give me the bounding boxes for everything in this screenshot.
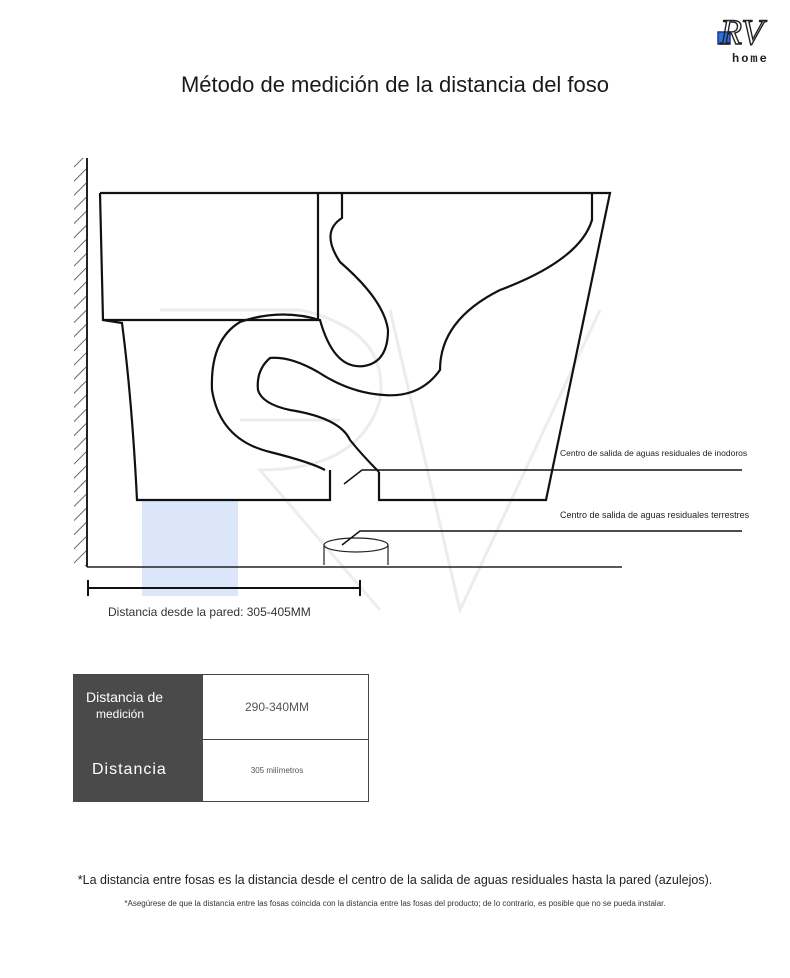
- row-header-measurement: [74, 675, 203, 739]
- note-main: *La distancia entre fosas es la distancia desde el centro de la salida de aguas residuales hasta la pared (azulejos).: [77, 873, 713, 887]
- row-header-line2: medición: [96, 707, 145, 721]
- measurement-table: [73, 674, 369, 802]
- callout-toilet-outlet: Centro de salida de aguas residuales de inodoros: [560, 448, 748, 458]
- distance-from-wall-label: Distancia desde la pared: 305-405MM: [108, 605, 311, 619]
- table-row: [74, 739, 368, 802]
- distance-value: 305 milímetros: [250, 766, 304, 775]
- row-header-distance: Distancia: [74, 739, 203, 802]
- toilet-left-body: [100, 193, 330, 500]
- table-row: [74, 675, 368, 740]
- row-header-line1: Distancia de: [86, 689, 164, 705]
- logo-letters: RV: [720, 12, 764, 52]
- note-small: *Asegúrese de que la distancia entre las fosas coincida con la distancia entre las fosas del producto; de lo contrario, es posible que no se pueda instalar.: [124, 899, 666, 908]
- tank-outline: [103, 193, 318, 320]
- callout-line-ground: [342, 531, 742, 545]
- callout-line-toilet: [344, 470, 742, 484]
- logo-subtext: home: [732, 52, 769, 66]
- page-title: Método de medición de la distancia del foso: [180, 72, 610, 97]
- callout-ground-outlet: Centro de salida de aguas residuales terrestres: [560, 510, 750, 520]
- measurement-value: 290-340MM: [244, 700, 310, 714]
- distance-highlight: [142, 500, 238, 596]
- ground-pipe: [324, 538, 388, 565]
- wall-hatching: [74, 158, 86, 566]
